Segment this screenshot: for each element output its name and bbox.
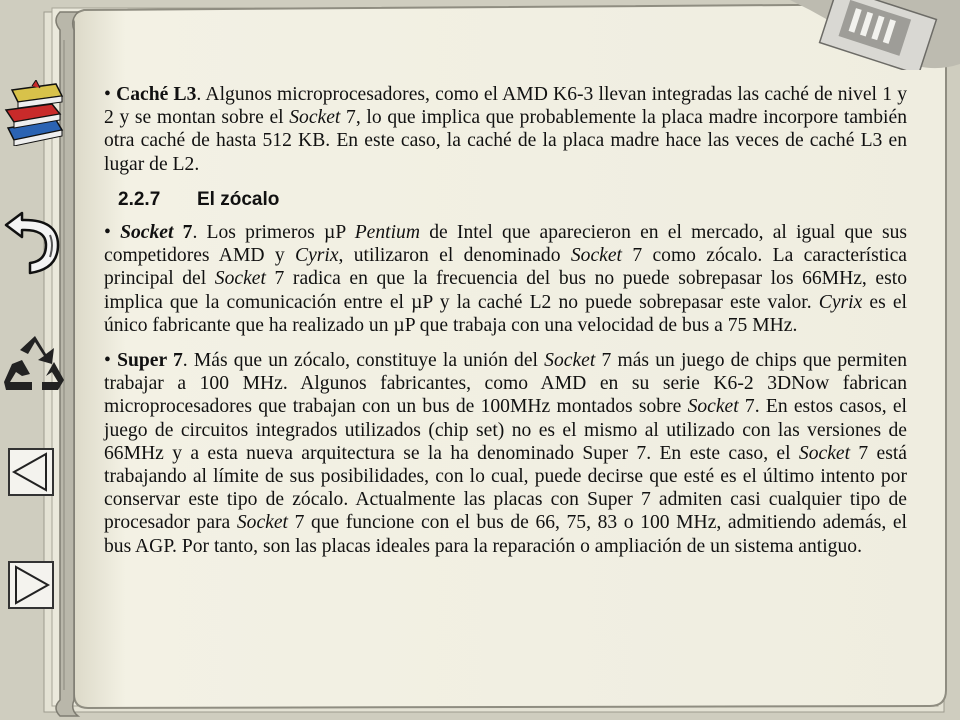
italic-term: Socket [798,442,851,464]
section-number: 2.2.7 [118,188,161,210]
bullet: • [104,350,111,372]
previous-triangle-icon[interactable] [8,448,54,496]
section-title: El zócalo [197,188,280,210]
mu-symbol: µ [411,291,423,313]
italic-term: Socket [687,396,739,418]
text: . Algunos microprocesadores, como el AMD K6-3 llevan integradas las caché de nivel 1 y 2 y se montan sobre el [104,84,907,129]
page-content [104,83,907,558]
section-heading [118,188,907,211]
bullet: • [104,222,111,244]
term-cache-l3: Caché L3 [116,84,197,105]
paragraph-cache-l3 [104,83,907,176]
bullet: • [104,84,111,105]
italic-term: Socket [236,512,288,534]
text: . Los primeros [192,222,325,244]
books-icon[interactable] [2,80,66,146]
italic-term: Socket [544,350,596,372]
italic-term: Socket [289,107,341,129]
italic-term: Cyrix [295,245,339,267]
term-socket-number: 7 [173,222,193,244]
processor-chip-icon [790,0,960,70]
text: 7 radica en que la frecuencia del bus no puede sobrepasar los 66MHz, esto implica que la comunicación entre el [104,268,907,313]
recycle-icon[interactable] [2,330,68,394]
term-super-7: Super 7 [117,350,183,372]
italic-term: Pentium [354,222,420,244]
text: 7 como zócalo. La característica principal del [104,245,907,290]
text: , utilizaron el denominado [338,245,571,267]
italic-term: Socket [214,268,266,290]
text: 7 está trabajando al límite de sus posibilidades, con lo cual, puede decirse que esté es el último intento por conservar este tipo de zócalo. Actualmente las placas con Super 7 admiten casi cualquier tipo de procesador para [104,442,908,534]
text: P y la caché L2 no puede sobrepasar este valor. [422,291,819,313]
text: 7 más un juego de chips que permiten trabajar a 100 MHz. Algunos fabricantes, como AMD en su serie K6-2 3DNow fabrican microprocesadores que trabajan con un bus de 100MHz montados sobre [104,350,907,418]
next-triangle-icon[interactable] [8,561,54,609]
text: 7 que funcione con el bus de 66, 75, 83 o 100 MHz, admitiendo además, el bus AGP. Por tanto, son las placas ideales para la reparación o ampliación de un sistema antiguo. [104,512,907,557]
text: P [335,222,355,244]
term-socket: Socket [120,222,174,244]
text: 7. En estos casos, el juego de circuitos integrados utilizados (chip set) no es el mismo al utilizado con las versiones de 66MHz y a esta nueva arquitectura se la ha denominado Super 7. En este caso, el [104,396,907,464]
text: . Más que un zócalo, constituye la unión del [182,350,545,372]
text: P que trabaja con una velocidad de bus a 75 MHz. [404,314,798,336]
return-arrow-icon[interactable] [4,205,62,277]
mu-symbol: µ [393,314,405,336]
text: 7, lo que implica que probablemente la placa madre incorpore también otra caché de hasta 512 KB. En este caso, la caché de la placa madre hace las veces de caché L3 en lugar de L2. [104,107,907,175]
text: es el único fabricante que ha realizado un [104,291,907,336]
paragraph-socket-7 [104,221,907,337]
paragraph-super-7 [104,349,907,558]
italic-term: Cyrix [818,291,863,313]
mu-symbol: µ [324,222,336,244]
text: de Intel que aparecieron en el mercado, al igual que sus competidores AMD y [104,222,908,267]
italic-term: Socket [570,245,622,267]
